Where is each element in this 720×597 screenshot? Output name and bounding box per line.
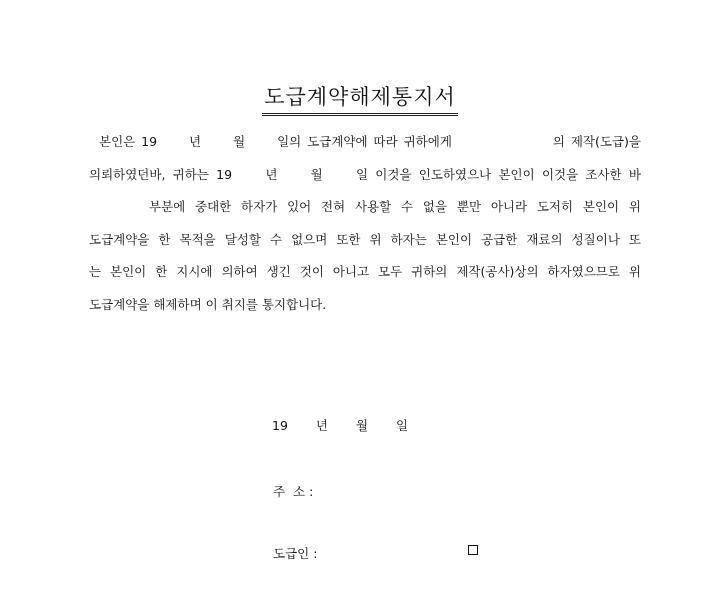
body-line-3: 부분에 중대한 하자가 있어 전혀 사용할 수 없을 뿐만 아니라 도저히 본인이 위 — [149, 199, 641, 214]
date-line — [272, 416, 408, 434]
body-line-2-d: 일 이것을 인도하였으나 본인이 이것을 조사한 바 — [355, 166, 641, 182]
body-line-2-a: 의뢰하였던바, 귀하는 19 — [89, 166, 233, 182]
address-label: 주 소 : — [273, 484, 314, 499]
body-line-2-c: 월 — [310, 166, 323, 182]
body-line-2-b: 년 — [265, 166, 278, 182]
title-container — [0, 84, 720, 116]
seal-mark — [468, 545, 478, 555]
body-line-5: 는 본인이 한 지시에 의하여 생긴 것이 아니고 모두 귀하의 제작(공사)상의 하자였으므로 위 — [89, 264, 641, 279]
body-line-1-c: 월 — [233, 134, 246, 149]
date-day-unit: 일 — [396, 418, 409, 433]
body-line-6: 도급계약을 해제하며 이 취지를 통지합니다. — [89, 296, 327, 312]
date-year-unit: 년 — [315, 418, 328, 433]
date-year: 19 — [272, 418, 288, 433]
body-line-1-e: 의 제작(도급)을 — [552, 134, 641, 149]
body-line-1-d: 일의 도급계약에 따라 귀하에게 — [277, 134, 452, 149]
body-line-1-b: 년 — [189, 134, 202, 149]
notice-body — [89, 126, 641, 321]
body-line-1 — [89, 126, 641, 159]
contractor-label: 도급인 : — [273, 546, 318, 561]
body-line-1-a: 본인은 19 — [99, 134, 158, 149]
document-title: 도급계약해제통지서 — [262, 84, 458, 116]
body-line-2 — [89, 159, 641, 192]
date-month-unit: 월 — [355, 418, 369, 433]
body-line-4: 도급계약을 한 목적을 달성할 수 없으며 또한 위 하자는 본인이 공급한 재료의 성질이나 또 — [89, 231, 641, 247]
